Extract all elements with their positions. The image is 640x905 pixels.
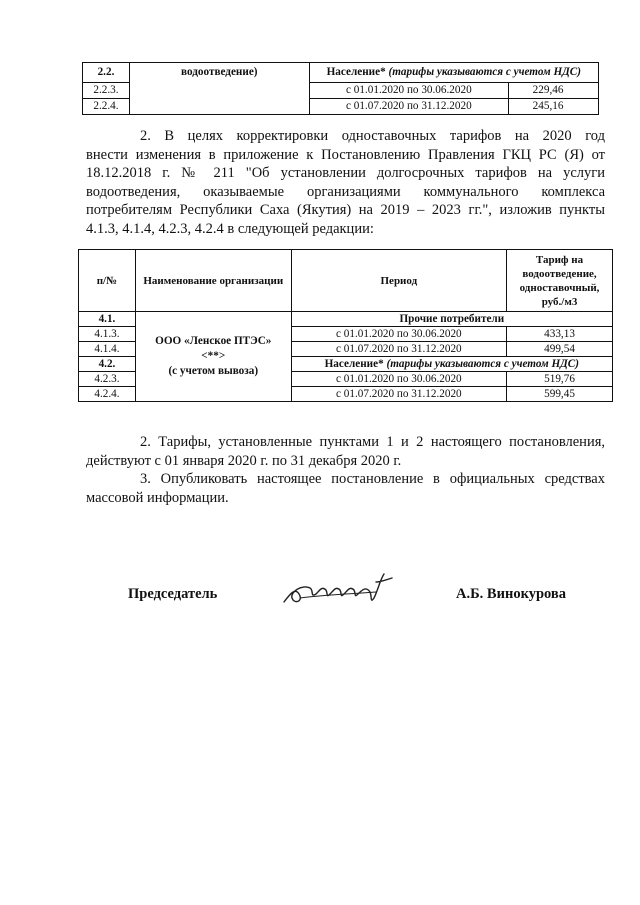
paragraph-line: внести изменения в приложение к Постановлению Правления ГКЦ РС (Я) от xyxy=(86,146,605,163)
tariff-table-main xyxy=(78,249,613,402)
organization-detail: (с учетом вывоза) xyxy=(168,365,259,377)
category-note: (тарифы указываются с учетом НДС) xyxy=(388,66,581,78)
signer-title: Председатель xyxy=(128,586,218,602)
header-period: Период xyxy=(291,250,506,312)
header-organization: Наименование организации xyxy=(135,250,291,312)
header-number: п/№ xyxy=(79,250,136,312)
paragraph-effective-dates xyxy=(86,433,605,507)
period-cell: с 01.07.2020 по 31.12.2020 xyxy=(291,387,506,402)
category-note: (тарифы указываются с учетом НДС) xyxy=(386,357,579,370)
paragraph-line: массовой информации. xyxy=(86,489,229,506)
category-row-label xyxy=(309,63,598,83)
row-number: 4.1.4. xyxy=(79,342,136,357)
organization-name: ООО «Ленское ПТЭС» xyxy=(155,335,272,347)
row-number: 4.2.3. xyxy=(79,372,136,387)
tariff-cell: 519,76 xyxy=(507,372,613,387)
paragraph-line: 4.1.3, 4.1.4, 4.2.3, 4.2.4 в следующей редакции: xyxy=(86,220,374,237)
tariff-cell: 229,46 xyxy=(509,83,599,99)
category-row-label xyxy=(291,357,612,372)
organization-cell xyxy=(135,312,291,402)
tariff-table-continuation xyxy=(82,62,599,115)
category-label: Население* xyxy=(326,66,389,78)
tariff-cell: 599,45 xyxy=(507,387,613,402)
row-number: 4.1.3. xyxy=(79,327,136,342)
tariff-cell: 433,13 xyxy=(507,327,613,342)
paragraph-line: водоотведения, оказываемые организациями коммунального комплекса xyxy=(86,183,605,200)
row-number: 4.2.4. xyxy=(79,387,136,402)
row-number: 4.1. xyxy=(79,312,136,327)
row-number: 2.2.3. xyxy=(83,83,130,99)
paragraph-line: 3. Опубликовать настоящее постановление в официальных средствах xyxy=(140,471,605,487)
table-row xyxy=(83,63,599,83)
paragraph-line: 2. В целях корректировки одноставочных тарифов на 2020 год xyxy=(140,128,605,144)
paragraph-line: действуют с 01 января 2020 г. по 31 декабря 2020 г. xyxy=(86,452,402,469)
period-cell: с 01.01.2020 по 30.06.2020 xyxy=(291,372,506,387)
row-number: 2.2.4. xyxy=(83,99,130,115)
row-number: 2.2. xyxy=(83,63,130,83)
paragraph-amendment xyxy=(86,127,605,238)
organization-cell: водоотведение) xyxy=(129,63,309,115)
paragraph-line: потребителям Республики Саха (Якутия) на 2019 – 2023 гг.", изложив пункты xyxy=(86,202,605,218)
category-row-label: Прочие потребители xyxy=(291,312,612,327)
period-cell: с 01.01.2020 по 30.06.2020 xyxy=(309,83,509,99)
paragraph-line: 2. Тарифы, установленные пунктами 1 и 2 настоящего постановления, xyxy=(140,434,605,450)
category-label: Население* xyxy=(324,357,387,370)
period-cell: с 01.01.2020 по 30.06.2020 xyxy=(291,327,506,342)
period-cell: с 01.07.2020 по 31.12.2020 xyxy=(291,342,506,357)
header-tariff: Тариф на водоотведение, одноставочный, руб./м3 xyxy=(507,250,613,312)
signer-name: А.Б. Винокурова xyxy=(456,586,566,602)
period-cell: с 01.07.2020 по 31.12.2020 xyxy=(309,99,509,115)
table-row xyxy=(79,312,613,327)
handwritten-signature-icon xyxy=(280,568,400,610)
organization-note: <**> xyxy=(201,350,226,362)
table-header-row xyxy=(79,250,613,312)
row-number: 4.2. xyxy=(79,357,136,372)
tariff-cell: 499,54 xyxy=(507,342,613,357)
tariff-cell: 245,16 xyxy=(509,99,599,115)
paragraph-line: 18.12.2018 г. № 211 "Об установлении долгосрочных тарифов на услуги xyxy=(86,165,605,181)
